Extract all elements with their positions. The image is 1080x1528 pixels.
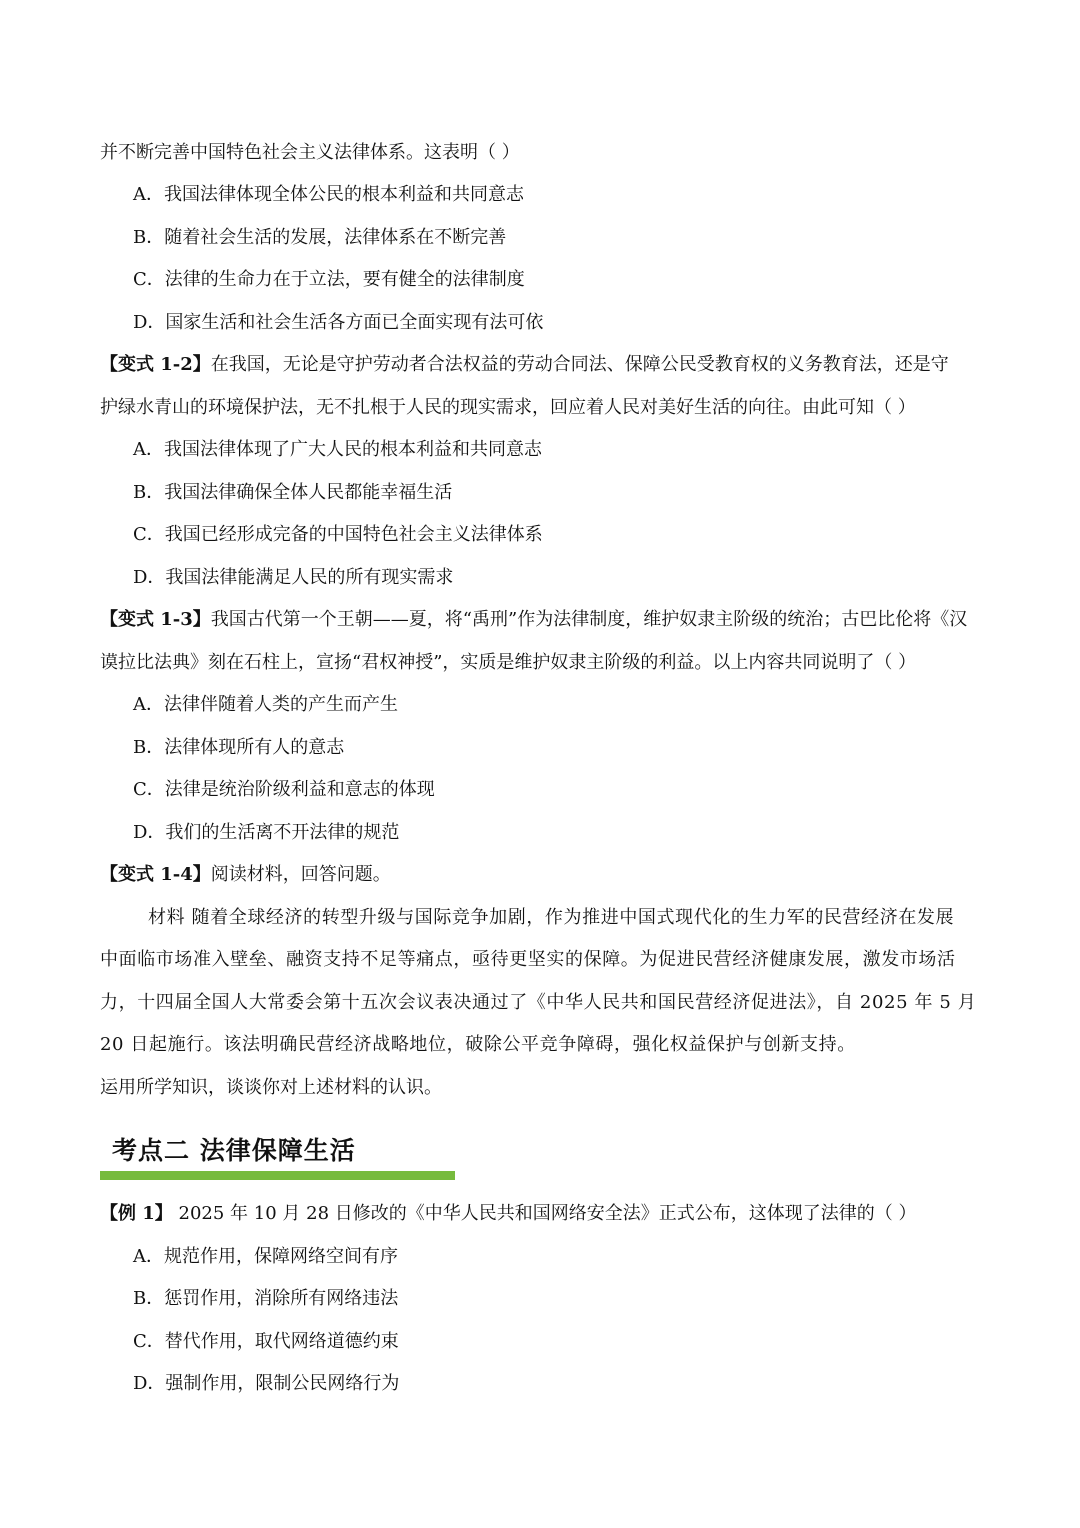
q1-option-b: B．随着社会生活的发展，法律体系在不断完善 — [133, 227, 507, 248]
material-line-3: 力，十四届全国人大常委会第十五次会议表决通过了《中华人民共和国民营经济促进法》，自 2025 年 5 月 — [100, 992, 977, 1013]
variant-1-4-text: 阅读材料，回答问题。 — [210, 864, 391, 885]
variant-1-3-option-a: A．法律伴随着人类的产生而产生 — [133, 694, 398, 715]
material-line-4: 20 日起施行。该法明确民营经济战略地位，破除公平竞争障碍，强化权益保护与创新支持。 — [100, 1034, 856, 1055]
variant-1-3-option-b: B．法律体现所有人的意志 — [133, 737, 345, 758]
variant-1-4-tag: 【变式 1-4】 — [100, 864, 211, 885]
example-1-text: 2025 年 10 月 28 日修改的《中华人民共和国网络安全法》正式公布，这体现了法律的（ ） — [172, 1203, 917, 1224]
variant-1-3-stem-line2: 谟拉比法典》刻在石柱上，宣扬“君权神授”，实质是维护奴隶主阶级的利益。以上内容共同说明了（ ） — [100, 652, 917, 673]
variant-1-3-option-d: D．我们的生活离不开法律的规范 — [133, 822, 400, 843]
example-1-option-a: A．规范作用，保障网络空间有序 — [133, 1246, 398, 1267]
example-1-option-d: D．强制作用，限制公民网络行为 — [133, 1373, 400, 1394]
variant-1-3-text-line1: 我国古代第一个王朝——夏，将“禹刑”作为法律制度，维护奴隶主阶级的统治；古巴比伦将《汉 — [210, 609, 968, 630]
example-1-option-c: C．替代作用，取代网络道德约束 — [133, 1331, 399, 1352]
variant-1-2-option-b: B．我国法律确保全体人民都能幸福生活 — [133, 482, 453, 503]
section-heading: 考点二 法律保障生活 — [112, 1136, 356, 1165]
q1-option-a: A．我国法律体现全体公民的根本利益和共同意志 — [133, 184, 524, 205]
material-line-1: 材料 随着全球经济的转型升级与国际竞争加剧，作为推进中国式现代化的生力军的民营经济在发展 — [148, 907, 955, 928]
variant-1-3-tag: 【变式 1-3】 — [100, 609, 211, 630]
section-heading-underline — [100, 1171, 455, 1180]
example-1-option-b: B．惩罚作用，消除所有网络违法 — [133, 1288, 399, 1309]
question-stem-continuation: 并不断完善中国特色社会主义法律体系。这表明（ ） — [100, 142, 520, 163]
variant-1-2-option-c: C．我国已经形成完备的中国特色社会主义法律体系 — [133, 524, 543, 545]
q1-option-c: C．法律的生命力在于立法，要有健全的法律制度 — [133, 269, 525, 290]
material-line-2: 中面临市场准入壁垒、融资支持不足等痛点，亟待更坚实的保障。为促进民营经济健康发展，激发市场活 — [100, 949, 956, 970]
variant-1-2-tag: 【变式 1-2】 — [100, 354, 211, 375]
example-1-stem — [100, 1201, 984, 1227]
variant-1-3-option-c: C．法律是统治阶级利益和意志的体现 — [133, 779, 435, 800]
q1-option-d: D．国家生活和社会生活各方面已全面实现有法可依 — [133, 312, 544, 333]
variant-1-2-stem-line1 — [100, 352, 984, 378]
variant-1-2-option-a: A．我国法律体现了广大人民的根本利益和共同意志 — [133, 439, 542, 460]
variant-1-4-question: 运用所学知识，谈谈你对上述材料的认识。 — [100, 1077, 442, 1098]
variant-1-2-option-d: D．我国法律能满足人民的所有现实需求 — [133, 567, 454, 588]
variant-1-2-stem-line2: 护绿水青山的环境保护法，无不扎根于人民的现实需求，回应着人民对美好生活的向往。由此可知（ ） — [100, 397, 916, 418]
variant-1-3-stem-line1 — [100, 607, 984, 633]
variant-1-2-text-line1: 在我国，无论是守护劳动者合法权益的劳动合同法、保障公民受教育权的义务教育法，还是守 — [210, 354, 949, 375]
variant-1-4-stem — [100, 862, 984, 888]
example-1-tag: 【例 1】 — [100, 1203, 173, 1224]
